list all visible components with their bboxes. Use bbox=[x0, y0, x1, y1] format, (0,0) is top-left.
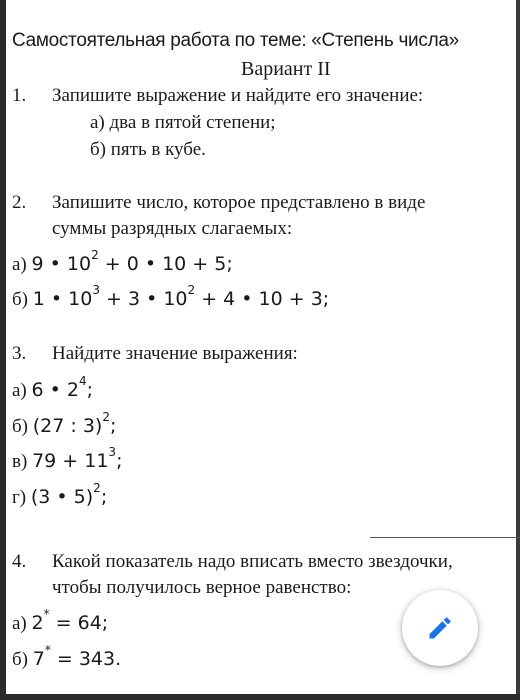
task-2-item-a-label: а) bbox=[12, 254, 27, 275]
task-1-number: 1. bbox=[12, 85, 27, 106]
task-2-text-line2: суммы разрядных слагаемых: bbox=[52, 218, 293, 239]
task-1-item-b: б) пять в кубе. bbox=[90, 139, 206, 160]
task-4-text-line1: Какой показатель надо вписать вместо звездочки, bbox=[52, 551, 453, 572]
task-4-text-line2: чтобы получилось верное равенство: bbox=[52, 577, 352, 598]
photo-frame-bottom bbox=[0, 694, 520, 700]
pencil-icon bbox=[426, 614, 454, 642]
task-3-number: 3. bbox=[12, 343, 27, 364]
task-3-item-c: в) $79 + 11^3$; bbox=[12, 445, 123, 472]
task-2-item-b-expr: 1 • $10^3 + 3$ • $10^2 + 4$ • 10 + 3; bbox=[32, 283, 330, 310]
task-3-item-d: г) (3 • 5)$^2$; bbox=[12, 481, 108, 508]
task-4-number: 4. bbox=[12, 551, 27, 572]
task-4-item-b: б) 7* = 343. bbox=[12, 643, 122, 670]
task-4-item-a: а) 2* = 64; bbox=[12, 607, 109, 634]
edit-button[interactable] bbox=[402, 590, 478, 666]
task-3-item-b: б) (27 : 3)$^2$; bbox=[12, 410, 117, 437]
task-2-item-a-expr: 9 • $10^2 + 0$ • 10 + 5; bbox=[31, 248, 233, 275]
variant-label: Вариант II bbox=[241, 58, 331, 80]
task-1-text: Запишите выражение и найдите его значение: bbox=[52, 85, 424, 106]
photo-frame-right bbox=[516, 0, 520, 700]
photo-frame-left bbox=[0, 0, 6, 700]
task-2-text-line1: Запишите число, которое представлено в виде bbox=[52, 192, 426, 213]
task-3-text: Найдите значение выражения: bbox=[52, 343, 298, 364]
task-2-item-b-label: б) bbox=[12, 289, 28, 310]
divider-line bbox=[370, 537, 520, 538]
task-2-item-b bbox=[12, 283, 330, 311]
task-2-item-a bbox=[12, 248, 233, 276]
task-3-item-a: а) 6 • $2^4$; bbox=[12, 374, 94, 401]
task-1-item-a: а) два в пятой степени; bbox=[90, 112, 276, 133]
worksheet-title: Самостоятельная работа по теме: «Степень числа» bbox=[12, 30, 459, 51]
task-2-number: 2. bbox=[12, 192, 27, 213]
